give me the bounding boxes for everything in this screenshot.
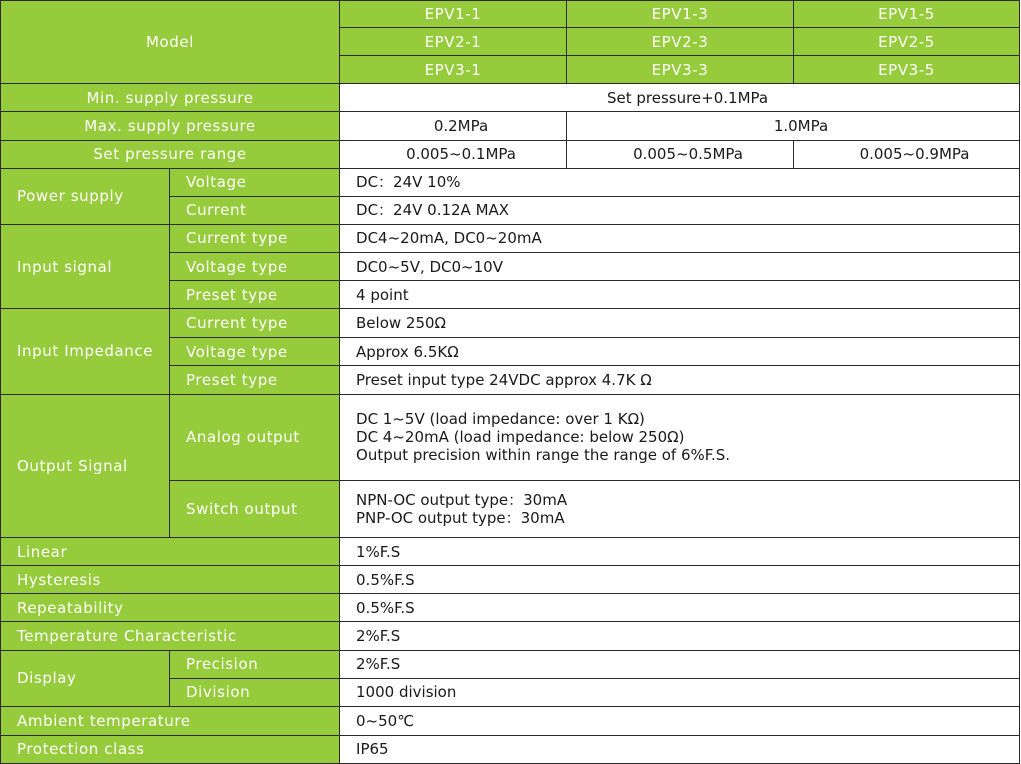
input-signal-row xyxy=(1,224,1020,252)
power-supply-row xyxy=(1,168,1020,196)
analog-output-line: DC 1~5V (load impedance: over 1 KΩ) xyxy=(356,410,645,429)
temperature-characteristic-value: 2%F.S xyxy=(340,622,1020,650)
protection-class-label: Protection class xyxy=(1,735,340,763)
voltage-label: Voltage xyxy=(170,168,340,196)
model-label: Model xyxy=(1,1,340,84)
linear-row xyxy=(1,538,1020,566)
model-cell: EPV3-3 xyxy=(567,56,794,84)
impedance-preset-label: Preset type xyxy=(170,366,340,394)
hysteresis-value: 0.5%F.S xyxy=(340,566,1020,594)
max-supply-label: Max. supply pressure xyxy=(1,112,340,140)
set-range-value: 0.005~0.5MPa xyxy=(567,140,794,168)
max-supply-value: 1.0MPa xyxy=(567,112,1020,140)
switch-output-value xyxy=(340,480,1020,537)
analog-output-label: Analog output xyxy=(170,394,340,480)
analog-output-value xyxy=(340,394,1020,480)
input-signal-current-label: Current type xyxy=(170,224,340,252)
model-cell: EPV3-5 xyxy=(794,56,1020,84)
linear-label: Linear xyxy=(1,538,340,566)
model-cell: EPV2-1 xyxy=(340,28,567,56)
display-label: Display xyxy=(1,650,170,706)
temperature-characteristic-row xyxy=(1,622,1020,650)
input-impedance-row xyxy=(1,309,1020,338)
set-range-value: 0.005~0.9MPa xyxy=(794,140,1020,168)
model-cell: EPV2-5 xyxy=(794,28,1020,56)
model-cell: EPV2-3 xyxy=(567,28,794,56)
set-range-label: Set pressure range xyxy=(1,140,340,168)
repeatability-label: Repeatability xyxy=(1,594,340,622)
impedance-voltage-value: Approx 6.5KΩ xyxy=(340,338,1020,366)
impedance-preset-value: Preset input type 24VDC approx 4.7K Ω xyxy=(340,366,1020,394)
ambient-temperature-row xyxy=(1,706,1020,735)
ambient-temperature-value: 0~50℃ xyxy=(340,706,1020,735)
impedance-current-value: Below 250Ω xyxy=(340,309,1020,338)
output-signal-row xyxy=(1,394,1020,480)
analog-output-line: DC 4~20mA (load impedance: below 250Ω) xyxy=(356,428,685,447)
linear-value: 1%F.S xyxy=(340,538,1020,566)
input-signal-preset-value: 4 point xyxy=(340,281,1020,309)
power-supply-label: Power supply xyxy=(1,168,170,224)
precision-value: 2%F.S xyxy=(340,650,1020,678)
switch-output-line: NPN-OC output type：30mA xyxy=(356,490,568,509)
impedance-voltage-label: Voltage type xyxy=(170,338,340,366)
protection-class-value: IP65 xyxy=(340,735,1020,763)
input-impedance-label: Input Impedance xyxy=(1,309,170,394)
input-signal-current-value: DC4~20mA, DC0~20mA xyxy=(340,224,1020,252)
input-signal-voltage-value: DC0~5V, DC0~10V xyxy=(340,252,1020,280)
set-range-value: 0.005~0.1MPa xyxy=(340,140,567,168)
max-supply-row xyxy=(1,112,1020,140)
analog-output-line: Output precision within range the range of 6%F.S. xyxy=(356,446,731,465)
switch-output-line: PNP-OC output type：30mA xyxy=(356,508,565,527)
input-signal-voltage-label: Voltage type xyxy=(170,252,340,280)
division-value: 1000 division xyxy=(340,678,1020,706)
model-row xyxy=(1,1,1020,28)
input-signal-preset-label: Preset type xyxy=(170,281,340,309)
precision-label: Precision xyxy=(170,650,340,678)
input-signal-label: Input signal xyxy=(1,224,170,308)
current-value: DC：24V 0.12A MAX xyxy=(340,196,1020,224)
max-supply-value: 0.2MPa xyxy=(340,112,567,140)
hysteresis-label: Hysteresis xyxy=(1,566,340,594)
min-supply-value: Set pressure+0.1MPa xyxy=(340,84,1020,112)
model-cell: EPV1-1 xyxy=(340,1,567,28)
ambient-temperature-label: Ambient temperature xyxy=(1,706,340,735)
temperature-characteristic-label: Temperature Characteristic xyxy=(1,622,340,650)
output-signal-label: Output Signal xyxy=(1,394,170,538)
impedance-current-label: Current type xyxy=(170,309,340,338)
repeatability-value: 0.5%F.S xyxy=(340,594,1020,622)
min-supply-label: Min. supply pressure xyxy=(1,84,340,112)
protection-class-row xyxy=(1,735,1020,763)
model-cell: EPV3-1 xyxy=(340,56,567,84)
voltage-value: DC：24V 10% xyxy=(340,168,1020,196)
repeatability-row xyxy=(1,594,1020,622)
min-supply-row xyxy=(1,84,1020,112)
model-cell: EPV1-5 xyxy=(794,1,1020,28)
model-cell: EPV1-3 xyxy=(567,1,794,28)
set-range-row xyxy=(1,140,1020,168)
current-label: Current xyxy=(170,196,340,224)
hysteresis-row xyxy=(1,566,1020,594)
division-label: Division xyxy=(170,678,340,706)
switch-output-label: Switch output xyxy=(170,480,340,537)
display-row xyxy=(1,650,1020,678)
